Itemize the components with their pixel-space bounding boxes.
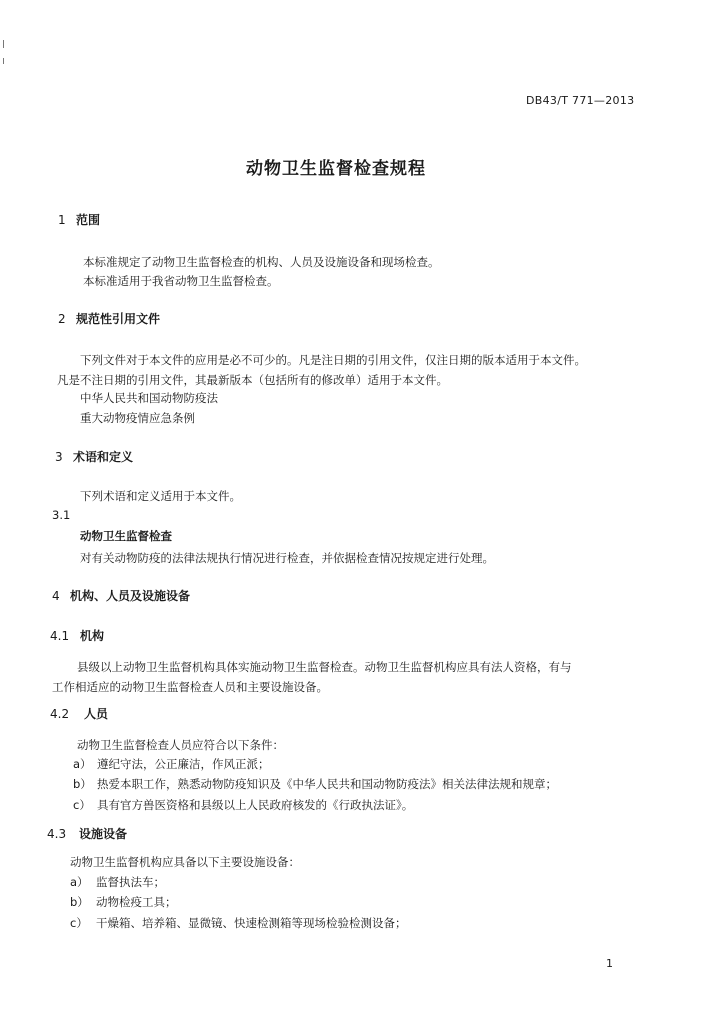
paragraph: 下列术语和定义适用于本文件。 xyxy=(80,489,241,503)
subsection-4-1-heading xyxy=(50,627,104,644)
subsection-number: 4.1 xyxy=(50,629,70,643)
paragraph: 县级以上动物卫生监督机构具体实施动物卫生监督检查。动物卫生监督机构应具有法人资格，有与 xyxy=(77,660,572,674)
subsection-title: 人员 xyxy=(84,707,109,721)
paragraph: 下列文件对于本文件的应用是必不可少的。凡是注日期的引用文件，仅注日期的版本适用于本文件。 xyxy=(80,353,586,367)
list-text: 动物检疫工具； xyxy=(96,895,177,909)
subsection-4-3-heading xyxy=(47,825,127,842)
term-name: 动物卫生监督检查 xyxy=(80,529,172,543)
section-number: 2 xyxy=(58,312,66,326)
section-title: 范围 xyxy=(76,213,101,227)
section-number: 3 xyxy=(55,450,63,464)
scan-mark xyxy=(3,40,4,48)
section-4-heading xyxy=(52,587,190,604)
reference-item: 中华人民共和国动物防疫法 xyxy=(80,391,218,405)
page-title: 动物卫生监督检查规程 xyxy=(246,159,426,179)
paragraph: 动物卫生监督机构应具备以下主要设施设备： xyxy=(70,855,300,869)
list-text: 遵纪守法，公正廉洁，作风正派； xyxy=(97,757,270,771)
list-item xyxy=(70,874,165,890)
section-title: 规范性引用文件 xyxy=(76,312,161,326)
paragraph: 动物卫生监督检查人员应符合以下条件： xyxy=(77,738,284,752)
list-label: a） xyxy=(70,875,89,889)
list-text: 干燥箱、培养箱、显微镜、快速检测箱等现场检验检测设备； xyxy=(96,916,407,930)
section-2-heading xyxy=(58,310,160,327)
page-number: 1 xyxy=(606,957,613,970)
term-definition: 对有关动物防疫的法律法规执行情况进行检查，并依据检查情况按规定进行处理。 xyxy=(80,551,494,565)
list-label: a） xyxy=(73,757,92,771)
subsection-number: 4.3 xyxy=(47,827,67,841)
subsection-title: 机构 xyxy=(80,629,105,643)
section-title: 机构、人员及设施设备 xyxy=(70,589,191,603)
section-title: 术语和定义 xyxy=(73,450,134,464)
section-number: 1 xyxy=(58,213,66,227)
section-number: 4 xyxy=(52,589,60,603)
list-item xyxy=(73,776,557,792)
list-item xyxy=(70,915,407,931)
list-text: 具有官方兽医资格和县级以上人民政府核发的《行政执法证》。 xyxy=(97,798,414,812)
list-item xyxy=(73,797,413,813)
list-text: 热爱本职工作，熟悉动物防疫知识及《中华人民共和国动物防疫法》相关法律法规和规章； xyxy=(97,777,557,791)
subsection-4-2-heading xyxy=(50,705,108,722)
list-text: 监督执法车； xyxy=(96,875,165,889)
list-label: c） xyxy=(70,916,88,930)
list-label: b） xyxy=(70,895,89,909)
term-number: 3.1 xyxy=(52,508,71,522)
subsection-title: 设施设备 xyxy=(79,827,128,841)
section-3-heading xyxy=(55,448,133,465)
scan-mark xyxy=(3,58,4,64)
paragraph: 本标准规定了动物卫生监督检查的机构、人员及设施设备和现场检查。 xyxy=(83,255,440,269)
subsection-number: 4.2 xyxy=(50,707,70,721)
paragraph: 凡是不注日期的引用文件，其最新版本（包括所有的修改单）适用于本文件。 xyxy=(57,373,448,387)
paragraph: 本标准适用于我省动物卫生监督检查。 xyxy=(83,274,279,288)
document-number: DB43/T 771—2013 xyxy=(526,94,635,107)
reference-item: 重大动物疫情应急条例 xyxy=(80,411,195,425)
list-label: b） xyxy=(73,777,92,791)
paragraph: 工作相适应的动物卫生监督检查人员和主要设施设备。 xyxy=(52,680,328,694)
list-item xyxy=(73,756,270,772)
list-label: c） xyxy=(73,798,91,812)
section-1-heading xyxy=(58,211,100,228)
list-item xyxy=(70,894,177,910)
